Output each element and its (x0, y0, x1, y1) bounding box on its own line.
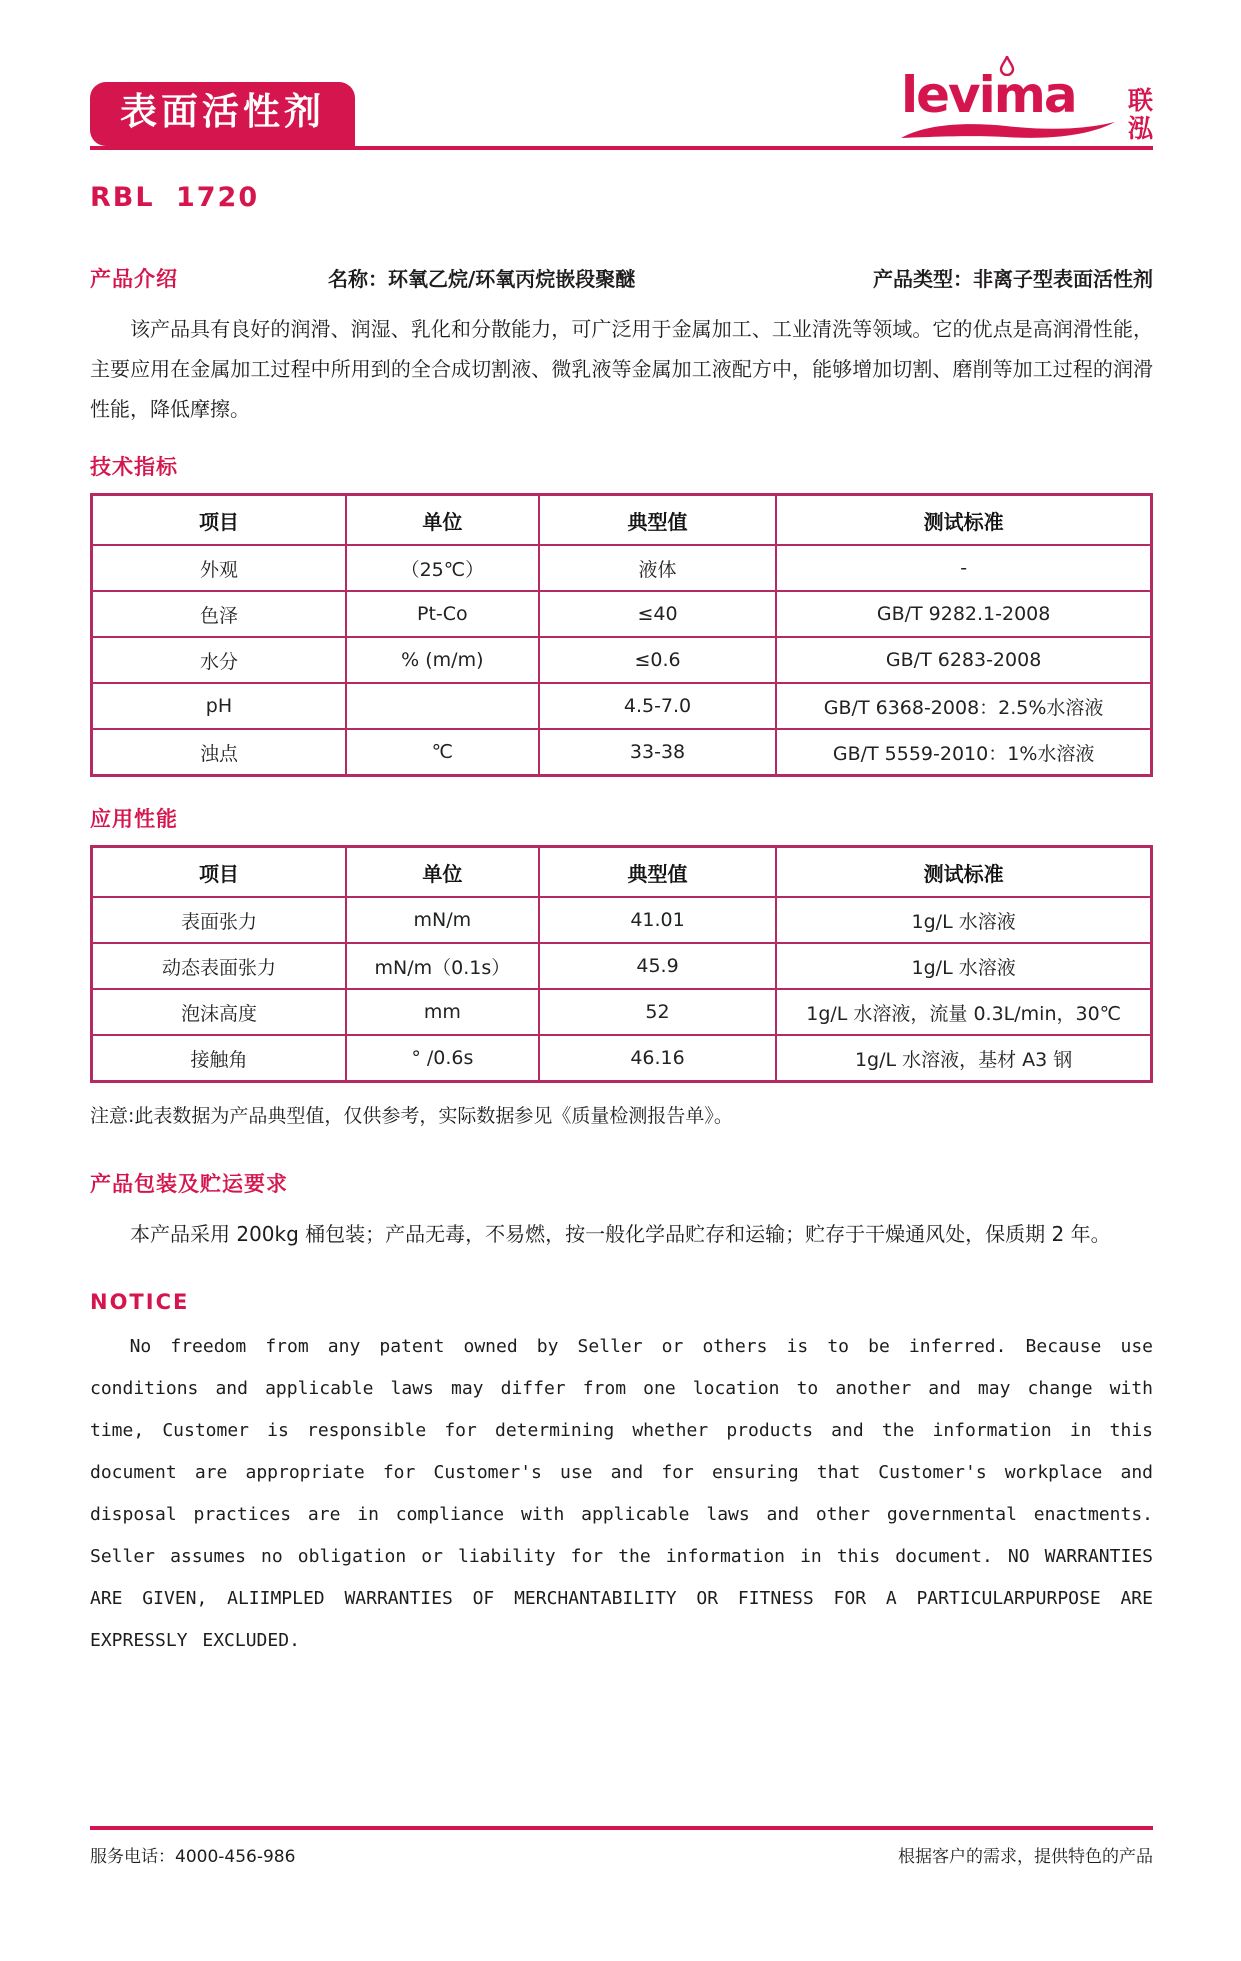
table-row (92, 1035, 1152, 1082)
typical-values-note: 注意:此表数据为产品典型值，仅供参考，实际数据参见《质量检测报告单》。 (90, 1105, 733, 1127)
table-cell: ≤40 (539, 591, 776, 637)
logo-wordmark: levima (900, 66, 1076, 124)
table-cell: 1g/L 水溶液 (776, 897, 1151, 943)
packaging-text: 本产品采用 200kg 桶包装；产品无毒，不易燃，按一般化学品贮存和运输；贮存于干燥通风处，保质期 2 年。 (130, 1222, 1111, 1246)
levima-logo (900, 66, 1153, 146)
table-cell: 液体 (539, 545, 776, 591)
table-header-cell: 测试标准 (776, 847, 1151, 898)
table-cell: 41.01 (539, 897, 776, 943)
table-cell: 水分 (92, 637, 346, 683)
table-cell: 动态表面张力 (92, 943, 346, 989)
table-header-cell: 项目 (92, 495, 346, 546)
intro-row (90, 263, 1153, 293)
service-phone: 服务电话：4000-456-986 (90, 1847, 296, 1867)
page-footer (90, 1826, 1153, 1867)
logo-cn-top: 联 (1127, 86, 1153, 115)
table-cell: 浊点 (92, 729, 346, 776)
table-cell: mN/m (346, 897, 539, 943)
table-cell: 1g/L 水溶液 (776, 943, 1151, 989)
app-performance-table (90, 845, 1153, 1083)
table-cell: GB/T 5559-2010：1%水溶液 (776, 729, 1151, 776)
app-performance-heading: 应用性能 (90, 807, 178, 831)
table-cell (346, 683, 539, 729)
table-row (92, 943, 1152, 989)
product-title: RBL 1720 (90, 182, 260, 213)
droplet-icon (999, 56, 1015, 80)
table-cell: ° /0.6s (346, 1035, 539, 1082)
table-row (92, 683, 1152, 729)
table-row (92, 591, 1152, 637)
table-cell: 45.9 (539, 943, 776, 989)
table-cell: Pt-Co (346, 591, 539, 637)
table-header-cell: 测试标准 (776, 495, 1151, 546)
table-cell: - (776, 545, 1151, 591)
table-cell: 泡沫高度 (92, 989, 346, 1035)
table-header-row (92, 847, 1152, 898)
logo-cn-bottom: 泓 (1127, 113, 1153, 143)
packaging-heading: 产品包装及贮运要求 (90, 1172, 288, 1196)
table-cell: 33-38 (539, 729, 776, 776)
table-header-cell: 典型值 (539, 847, 776, 898)
table-cell: 46.16 (539, 1035, 776, 1082)
table-cell: mm (346, 989, 539, 1035)
logo-chinese (1128, 87, 1153, 142)
table-cell: mN/m（0.1s） (346, 943, 539, 989)
notice-heading: NOTICE (90, 1290, 190, 1314)
table-row (92, 989, 1152, 1035)
table-cell: pH (92, 683, 346, 729)
table-cell: 表面张力 (92, 897, 346, 943)
table-cell: 52 (539, 989, 776, 1035)
category-badge: 表面活性剂 (90, 82, 355, 146)
table-cell: 色泽 (92, 591, 346, 637)
table-cell: GB/T 6283-2008 (776, 637, 1151, 683)
table-row (92, 897, 1152, 943)
product-description: 该产品具有良好的润滑、润湿、乳化和分散能力，可广泛用于金属加工、工业清洗等领域。它的优点是高润滑性能，主要应用在金属加工过程中所用到的全合成切割液、微乳液等金属加工液配方中，能够增加切割、磨削等加工过程的润滑性能，降低摩擦。 (90, 317, 1153, 421)
swoosh-icon (901, 120, 1116, 142)
logo-wordmark-block (900, 66, 1116, 142)
table-header-row (92, 495, 1152, 546)
table-row (92, 729, 1152, 776)
product-name-label: 名称：环氧乙烷/环氧丙烷嵌段聚醚 (328, 267, 636, 291)
table-cell: 4.5-7.0 (539, 683, 776, 729)
table-header-cell: 典型值 (539, 495, 776, 546)
tech-specs-heading: 技术指标 (90, 455, 178, 479)
page-content (90, 0, 1153, 1680)
table-cell: % (m/m) (346, 637, 539, 683)
table-cell: 1g/L 水溶液，流量 0.3L/min，30℃ (776, 989, 1151, 1035)
table-cell: ℃ (346, 729, 539, 776)
header-divider (90, 146, 1153, 150)
notice-text: No freedom from any patent owned by Seller or others is to be inferred. Because use conditions and applicable laws may differ from one location to another and may change with time, Customer is responsible for determining whether products and the information in this document are appropriate for Customer's use and for ensuring that Customer's workplace and disposal practices are in compliance with applicable laws and other governmental enactments. Seller assumes no obligation or liability for the information in this document. NO WARRANTIES ARE GIVEN, ALIIMPLED WARRANTIES OF MERCHANTABILITY OR FITNESS FOR A PARTICULARPURPOSE ARE EXPRESSLY EXCLUDED. (90, 1336, 1153, 1651)
tech-specs-table (90, 493, 1153, 777)
table-header-cell: 单位 (346, 847, 539, 898)
product-type-label: 产品类型：非离子型表面活性剂 (873, 267, 1153, 291)
table-cell: 接触角 (92, 1035, 346, 1082)
page-header (90, 0, 1153, 146)
table-cell: ≤0.6 (539, 637, 776, 683)
table-cell: 1g/L 水溶液，基材 A3 钢 (776, 1035, 1151, 1082)
table-cell: GB/T 9282.1-2008 (776, 591, 1151, 637)
table-cell: （25℃） (346, 545, 539, 591)
table-row (92, 545, 1152, 591)
table-cell: 外观 (92, 545, 346, 591)
intro-heading: 产品介绍 (90, 267, 178, 291)
footer-slogan: 根据客户的需求，提供特色的产品 (898, 1847, 1153, 1867)
table-cell: GB/T 6368-2008：2.5%水溶液 (776, 683, 1151, 729)
table-header-cell: 项目 (92, 847, 346, 898)
table-header-cell: 单位 (346, 495, 539, 546)
table-row (92, 637, 1152, 683)
